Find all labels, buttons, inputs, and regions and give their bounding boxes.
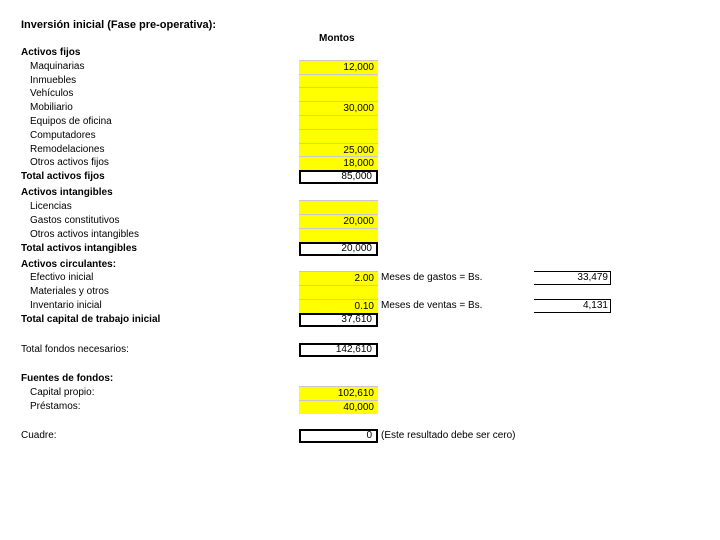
side-value-cell[interactable]: 33,479 <box>534 271 611 285</box>
total-row <box>0 313 720 327</box>
section-row <box>0 258 720 272</box>
section-row <box>0 46 720 60</box>
table-row <box>0 156 720 170</box>
row-label: Vehículos <box>30 88 74 100</box>
table-row <box>0 143 720 157</box>
input-cell[interactable]: 30,000 <box>299 101 378 115</box>
section-heading-activos-circulantes: Activos circulantes: <box>21 259 117 270</box>
section-heading-activos-intangibles: Activos intangibles <box>21 187 113 198</box>
row-label: Préstamos: <box>30 401 81 412</box>
row-label: Mobiliario <box>30 102 73 114</box>
input-cell[interactable]: 0.10 <box>299 299 378 313</box>
row-label: Maquinarias <box>30 60 85 72</box>
total-row <box>0 242 720 256</box>
cuadre-note: (Este resultado debe ser cero) <box>381 430 516 441</box>
table-row <box>0 74 720 88</box>
input-cell[interactable]: 12,000 <box>299 60 378 74</box>
row-label: Licencias <box>30 201 72 212</box>
input-cell[interactable] <box>299 129 378 143</box>
total-cell[interactable]: 37,610 <box>299 313 378 327</box>
row-label: Remodelaciones <box>30 143 105 155</box>
table-row <box>0 299 720 313</box>
table-row <box>0 129 720 143</box>
side-value-cell[interactable]: 4,131 <box>534 299 611 313</box>
column-header-montos: Montos <box>319 33 355 44</box>
row-label: Inmuebles <box>30 74 77 86</box>
section-row <box>0 186 720 200</box>
table-row <box>0 60 720 74</box>
row-label: Otros activos fijos <box>30 157 109 169</box>
row-label: Computadores <box>30 129 96 141</box>
table-row <box>0 400 720 414</box>
total-label: Total capital de trabajo inicial <box>21 314 161 325</box>
cuadre-row <box>0 429 720 443</box>
input-cell[interactable] <box>299 285 378 299</box>
row-label: Inventario inicial <box>30 300 102 311</box>
table-row <box>0 115 720 129</box>
cuadre-cell[interactable]: 0 <box>299 429 378 443</box>
table-row <box>0 285 720 299</box>
total-label: Total activos intangibles <box>21 243 137 254</box>
input-cell[interactable] <box>299 228 378 242</box>
total-cell[interactable]: 20,000 <box>299 242 378 256</box>
table-row <box>0 214 720 228</box>
total-row <box>0 170 720 184</box>
total-label: Total activos fijos <box>21 171 105 183</box>
table-row <box>0 200 720 214</box>
total-row <box>0 343 720 357</box>
row-label: Materiales y otros <box>30 286 109 297</box>
input-cell[interactable]: 25,000 <box>299 143 378 157</box>
input-cell[interactable] <box>299 74 378 88</box>
total-cell[interactable]: 85,000 <box>299 170 378 184</box>
input-cell[interactable]: 18,000 <box>299 156 378 170</box>
total-fondos-label: Total fondos necesarios: <box>21 344 129 355</box>
section-heading-fuentes: Fuentes de fondos: <box>21 373 114 384</box>
input-cell[interactable] <box>299 115 378 129</box>
input-cell[interactable]: 40,000 <box>299 400 378 414</box>
row-label: Otros activos intangibles <box>30 229 139 240</box>
total-fondos-cell[interactable]: 142,610 <box>299 343 378 357</box>
sheet-title: Inversión inicial (Fase pre-operativa): <box>21 19 217 31</box>
row-label: Efectivo inicial <box>30 272 94 283</box>
row-label: Equipos de oficina <box>30 116 112 127</box>
row-label: Capital propio: <box>30 387 95 398</box>
input-cell[interactable]: 20,000 <box>299 214 378 228</box>
input-cell[interactable]: 102,610 <box>299 386 378 400</box>
input-cell[interactable]: 2.00 <box>299 271 378 285</box>
section-heading-activos-fijos: Activos fijos <box>21 47 81 58</box>
row-label: Gastos constitutivos <box>30 215 120 226</box>
row-note: Meses de ventas = Bs. <box>381 300 483 311</box>
table-row <box>0 101 720 115</box>
table-row <box>0 271 720 285</box>
section-row <box>0 372 720 386</box>
table-row <box>0 228 720 242</box>
row-note: Meses de gastos = Bs. <box>381 272 483 283</box>
table-row <box>0 386 720 400</box>
cuadre-label: Cuadre: <box>21 430 57 441</box>
input-cell[interactable] <box>299 200 378 214</box>
input-cell[interactable] <box>299 87 378 101</box>
table-row <box>0 87 720 101</box>
